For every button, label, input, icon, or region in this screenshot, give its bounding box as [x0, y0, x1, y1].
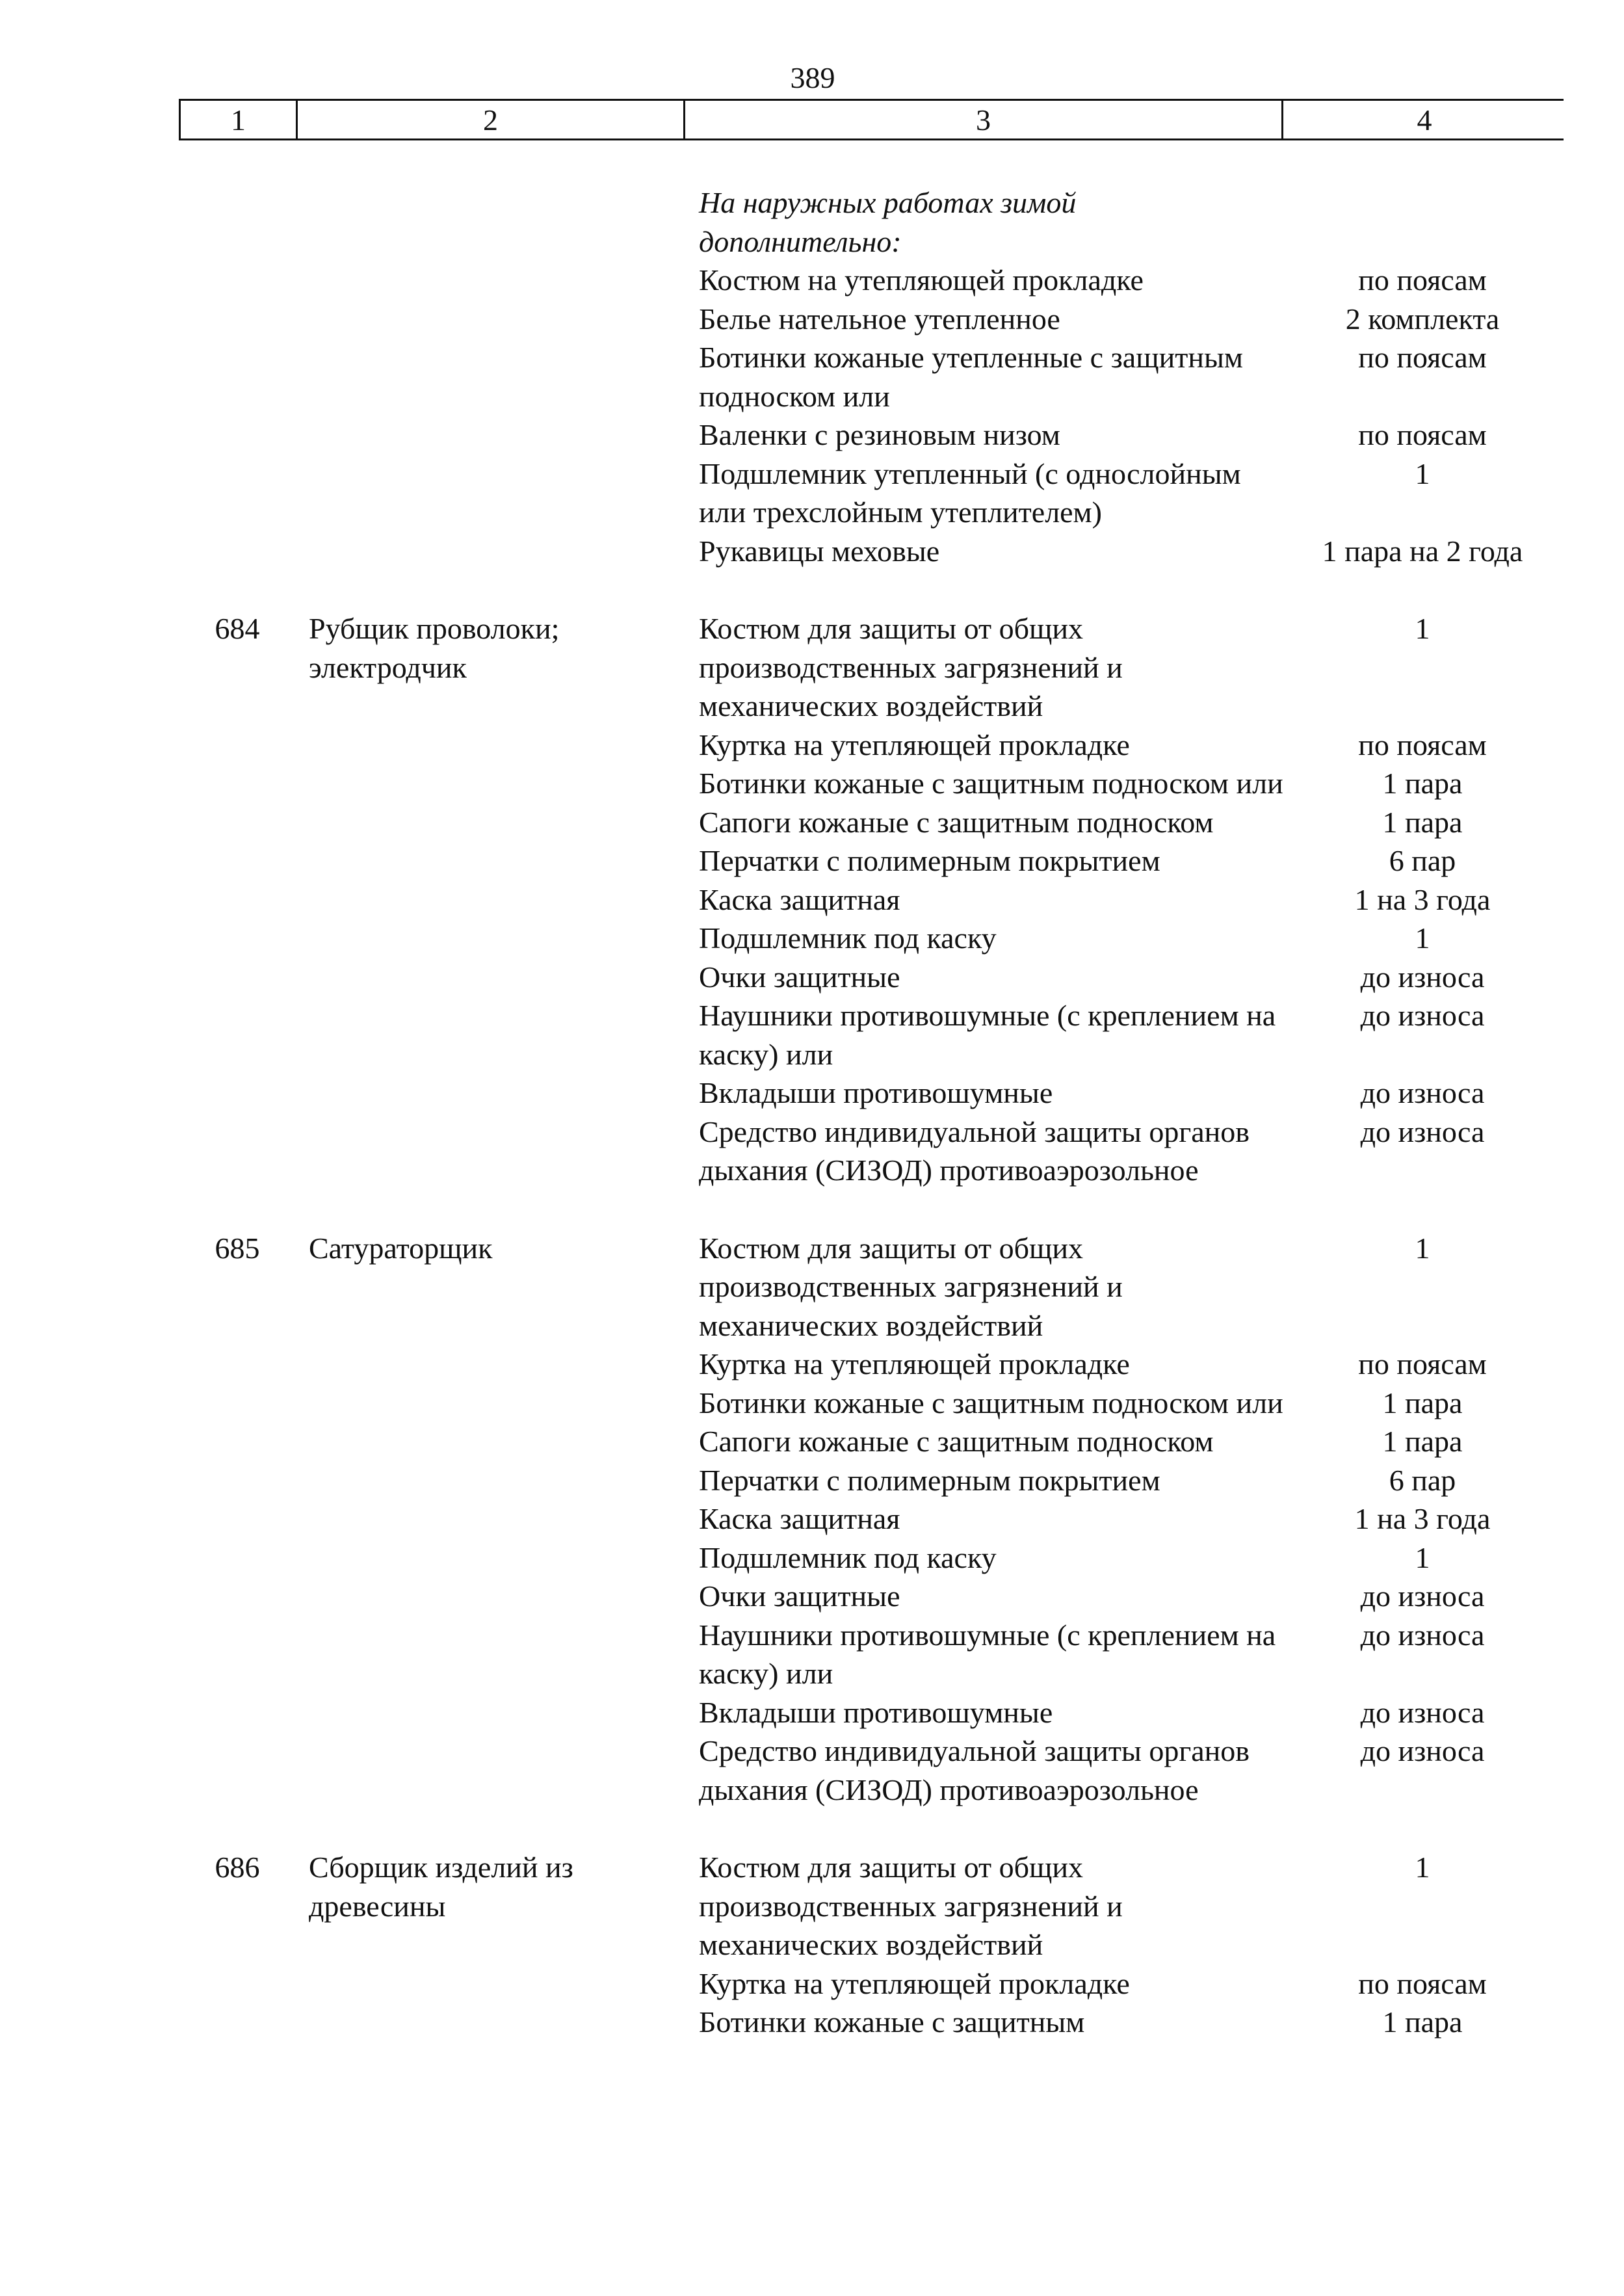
item-name: Наушники противошумные (с креплением на каску) или	[699, 999, 1276, 1071]
item-name: Ботинки кожаные утепленные с защитным подноском или	[699, 341, 1243, 413]
table-row	[179, 261, 1564, 300]
item-name: Средство индивидуальной защиты органов дыхания (СИЗОД) противоаэрозольное	[699, 1115, 1250, 1187]
entry-profession: Рубщик проволоки; электродчик	[309, 612, 560, 684]
header-col-3: 3	[685, 101, 1283, 139]
item-name: Куртка на утепляющей прокладке	[699, 1347, 1130, 1380]
item-name: Подшлемник под каску	[699, 921, 997, 955]
table-header	[179, 99, 1564, 140]
table-body	[179, 183, 1564, 2042]
table-row	[179, 1499, 1564, 1538]
table-row	[179, 764, 1564, 803]
item-norm: 1 пара на 2 года	[1322, 534, 1523, 568]
table-row	[179, 1422, 1564, 1461]
table-row	[179, 532, 1564, 571]
table-row	[179, 1848, 1564, 1964]
item-name: Наушники противошумные (с креплением на каску) или	[699, 1618, 1276, 1690]
item-norm: по поясам	[1358, 418, 1487, 451]
entry-number: 684	[215, 612, 260, 645]
entry-profession: Сборщик изделий из древесины	[309, 1851, 573, 1923]
table-row	[179, 1113, 1564, 1190]
table-row	[179, 996, 1564, 1074]
item-norm: по поясам	[1358, 728, 1487, 761]
item-norm: до износа	[1360, 1076, 1485, 1109]
item-norm: до износа	[1360, 1695, 1485, 1729]
table-row	[179, 416, 1564, 455]
table-row	[179, 1964, 1564, 2003]
item-name: Каска защитная	[699, 1502, 900, 1535]
item-name: Ботинки кожаные с защитным подноском или	[699, 1386, 1283, 1419]
table-row	[179, 726, 1564, 765]
item-norm: по поясам	[1358, 1347, 1487, 1380]
item-name: Очки защитные	[699, 960, 900, 994]
item-norm: 1	[1415, 1540, 1430, 1574]
item-norm: до износа	[1360, 1115, 1485, 1148]
winter-note: На наружных работах зимой дополнительно:	[699, 186, 1077, 258]
table-row	[179, 1616, 1564, 1693]
item-name: Очки защитные	[699, 1579, 900, 1613]
item-name: Куртка на утепляющей прокладке	[699, 1966, 1130, 2000]
item-norm: 1 пара	[1382, 1386, 1463, 1419]
table-row	[179, 1384, 1564, 1423]
table-row	[179, 1577, 1564, 1616]
entry-684	[179, 609, 1564, 1190]
item-name: Валенки с резиновым низом	[699, 418, 1060, 451]
item-norm: 1 пара	[1382, 805, 1463, 839]
item-name: Костюм для защиты от общих производственных загрязнений и механических воздействий	[699, 1851, 1123, 1961]
table-row	[179, 1229, 1564, 1345]
item-name: Костюм для защиты от общих производственных загрязнений и механических воздействий	[699, 1231, 1123, 1342]
item-name: Ботинки кожаные с защитным подноском или	[699, 767, 1283, 800]
entry-number: 686	[215, 1851, 260, 1884]
item-norm: 1	[1415, 921, 1430, 955]
item-name: Сапоги кожаные с защитным подноском	[699, 805, 1214, 839]
table-row	[179, 2003, 1564, 2042]
item-name: Ботинки кожаные с защитным	[699, 2005, 1085, 2039]
item-norm: до износа	[1360, 999, 1485, 1032]
table-row	[179, 880, 1564, 919]
table-row	[179, 803, 1564, 842]
item-norm: 1 на 3 года	[1354, 1502, 1491, 1535]
table-row	[179, 1461, 1564, 1500]
item-norm: 2 комплекта	[1345, 302, 1500, 336]
item-name: Белье нательное утепленное	[699, 302, 1060, 336]
item-norm: до износа	[1360, 960, 1485, 994]
entry-685	[179, 1229, 1564, 1810]
item-name: Костюм на утепляющей прокладке	[699, 263, 1144, 297]
entry-profession: Сатураторщик	[309, 1231, 493, 1265]
item-name: Вкладыши противошумные	[699, 1695, 1053, 1729]
table-row	[179, 841, 1564, 880]
item-norm: 1 пара	[1382, 767, 1463, 800]
table-row	[179, 1693, 1564, 1732]
item-norm: 1	[1415, 1851, 1430, 1884]
table-row	[179, 1538, 1564, 1577]
item-norm: 1 пара	[1382, 2005, 1463, 2039]
table-row	[179, 1732, 1564, 1809]
item-norm: до износа	[1360, 1734, 1485, 1767]
item-name: Подшлемник под каску	[699, 1540, 997, 1574]
continuation-group	[179, 183, 1564, 570]
table-row	[179, 300, 1564, 339]
table-row	[179, 919, 1564, 958]
item-norm: 1 на 3 года	[1354, 882, 1491, 916]
page-number: 389	[790, 61, 835, 94]
table-row	[179, 1345, 1564, 1384]
item-name: Сапоги кожаные с защитным подноском	[699, 1425, 1214, 1458]
item-norm: по поясам	[1358, 341, 1487, 374]
entry-number: 685	[215, 1231, 260, 1265]
header-col-1: 1	[181, 101, 298, 139]
item-norm: до износа	[1360, 1618, 1485, 1652]
item-name: Каска защитная	[699, 882, 900, 916]
table-row	[179, 958, 1564, 997]
item-name: Перчатки с полимерным покрытием	[699, 1463, 1160, 1497]
entry-686	[179, 1848, 1564, 2042]
item-name: Костюм для защиты от общих производственных загрязнений и механических воздействий	[699, 612, 1123, 722]
item-name: Подшлемник утепленный (с однослойным или трехслойным утеплителем)	[699, 456, 1241, 529]
table-row	[179, 455, 1564, 532]
item-name: Вкладыши противошумные	[699, 1076, 1053, 1109]
header-col-4: 4	[1417, 103, 1432, 137]
item-norm: 1 пара	[1382, 1425, 1463, 1458]
item-name: Перчатки с полимерным покрытием	[699, 844, 1160, 877]
item-name: Средство индивидуальной защиты органов дыхания (СИЗОД) противоаэрозольное	[699, 1734, 1250, 1806]
item-norm: 6 пар	[1389, 844, 1456, 877]
item-name: Рукавицы меховые	[699, 534, 940, 568]
item-name: Куртка на утепляющей прокладке	[699, 728, 1130, 761]
item-norm: 6 пар	[1389, 1463, 1456, 1497]
item-norm: по поясам	[1358, 1966, 1487, 2000]
item-norm: 1	[1415, 612, 1430, 645]
table-row	[179, 609, 1564, 726]
item-norm: до износа	[1360, 1579, 1485, 1613]
header-col-2: 2	[298, 101, 685, 139]
table-row	[179, 1074, 1564, 1113]
item-norm: 1	[1415, 1231, 1430, 1265]
item-norm: по поясам	[1358, 263, 1487, 297]
table-row	[179, 338, 1564, 416]
item-norm: 1	[1415, 456, 1430, 490]
